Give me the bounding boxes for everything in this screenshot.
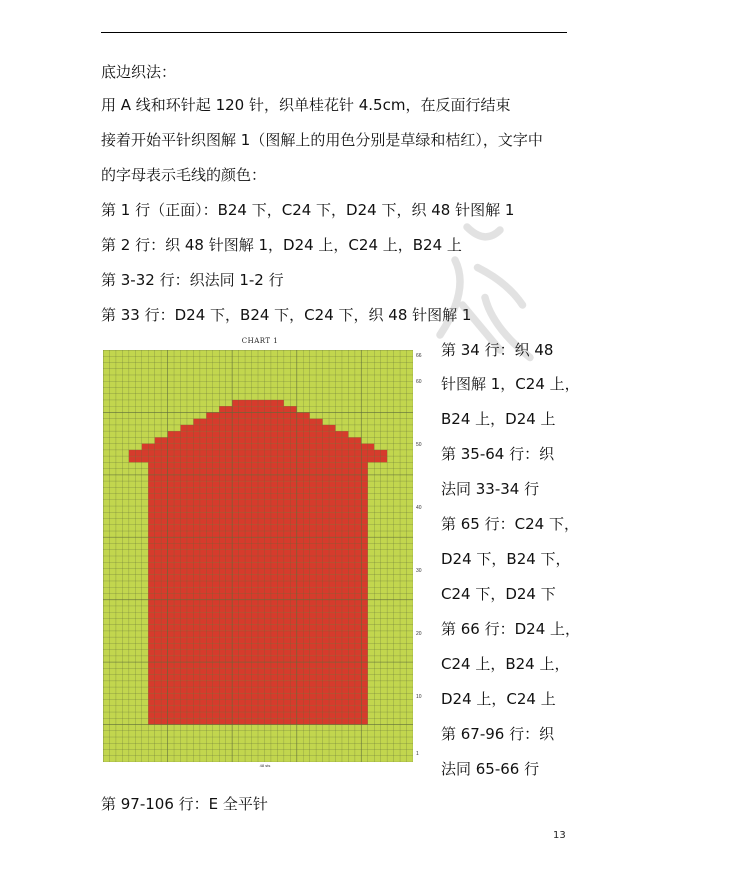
side-text-line: 法同 33-34 行 [441, 480, 540, 498]
chart-row-label: 50 [416, 442, 422, 448]
text-line: 第 1 行（正面）：B24 下，C24 下，D24 下，织 48 针图解 1 [101, 201, 515, 219]
side-text-line: 第 35-64 行：织 [441, 445, 555, 463]
text-line: 的字母表示毛线的颜色： [101, 166, 267, 184]
text-line: 第 97-106 行：E 全平针 [101, 795, 268, 813]
side-text-line: 第 65 行：C24 下， [441, 515, 579, 533]
text-line: 第 3-32 行：织法同 1-2 行 [101, 271, 284, 289]
text-line: 接着开始平针织图解 1（图解上的用色分别是草绿和桔红），文字中 [101, 131, 543, 149]
chart-row-label: 10 [416, 694, 422, 700]
text-line: 用 A 线和环针起 120 针，织单桂花针 4.5cm，在反面行结束 [101, 96, 511, 114]
knitting-chart [103, 350, 413, 762]
side-text-line: 针图解 1，C24 上， [441, 375, 580, 393]
side-text-line: C24 上，B24 上， [441, 655, 570, 673]
side-text-line: 第 34 行：织 48 [441, 341, 554, 359]
page-number: 13 [553, 830, 566, 841]
chart-row-label: 20 [416, 631, 422, 637]
chart-title: CHART 1 [241, 337, 279, 345]
side-text-line: 第 66 行：D24 上， [441, 620, 581, 638]
side-text-line: 法同 65-66 行 [441, 760, 540, 778]
side-text-line: D24 上，C24 上 [441, 690, 556, 708]
chart-row-label: 66 [416, 353, 422, 359]
chart-row-label: 40 [416, 505, 422, 511]
text-line: 第 33 行：D24 下，B24 下，C24 下，织 48 针图解 1 [101, 306, 472, 324]
side-text-line: B24 上，D24 上 [441, 410, 556, 428]
side-text-line: C24 下，D24 下 [441, 585, 556, 603]
side-text-line: D24 下，B24 下， [441, 550, 571, 568]
section-heading: 底边织法： [101, 63, 177, 81]
text-line: 第 2 行：织 48 针图解 1，D24 上，C24 上，B24 上 [101, 236, 462, 254]
side-text-line: 第 67-96 行：织 [441, 725, 555, 743]
header-rule [101, 32, 567, 33]
chart-row-label: 60 [416, 379, 422, 385]
chart-row-label: 30 [416, 568, 422, 574]
chart-footer: 48 sts [259, 763, 271, 768]
chart-row-label: 1 [416, 751, 419, 757]
